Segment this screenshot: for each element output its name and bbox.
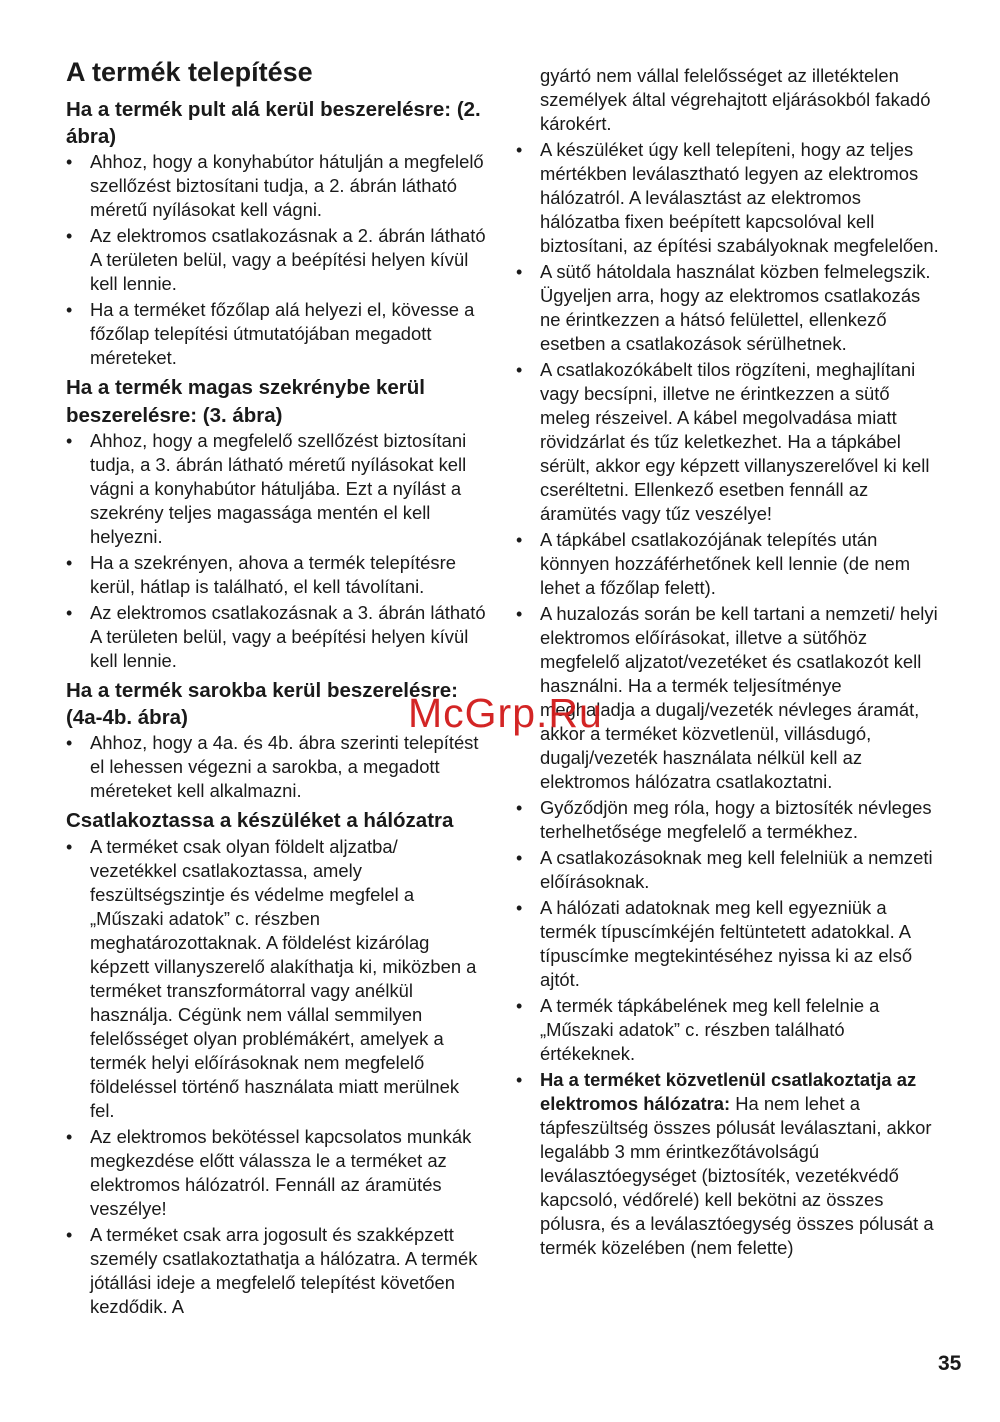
list-item: • Ahhoz, hogy a konyhabútor hátulján a megfelelő szellőzést biztosítani tudja, a 2. ábrán látható méretű nyílásokat kell vágni. xyxy=(66,150,486,222)
direct-connection-bold: Ha a terméket közvetlenül csatlakoztatja az elektromos hálózatra: xyxy=(540,1069,917,1114)
page-number: 35 xyxy=(938,1352,962,1375)
list-item: • A tápkábel csatlakozójának telepítés után könnyen hozzáférhetőnek kell lennie (de nem lehet a főzőlap felett). xyxy=(516,528,940,600)
list-item: • A terméket csak olyan földelt aljzatba/ vezetékkel csatlakoztassa, amely feszültségszintje és védelme megfelel a „Műszaki adatok” c. részben meghatározottaknak. A földelést kizárólag képzett villanyszerelő alakíthatja ki, miközben a terméket transzformátorral vagy anélkül használja. Cégünk nem vállal semmilyen felelősséget olyan problémákért, amelyek a termék helyi előírásoknak nem megfelelő földeléssel történő használata miatt merülnek fel. xyxy=(66,835,486,1123)
list-item: • A csatlakozásoknak meg kell felelniük a nemzeti előírásoknak. xyxy=(516,846,940,894)
list-item: • A hálózati adatoknak meg kell egyezniük a termék típuscímkéjén feltüntetett adatokkal. A típuscímke megtekintéséhez nyissa ki az első ajtót. xyxy=(516,896,940,992)
list-connect-continued xyxy=(516,64,940,1260)
list-item-direct-connection xyxy=(516,1068,940,1260)
watermark: McGrp.Ru xyxy=(408,690,603,736)
list-connect xyxy=(66,835,486,1319)
section-heading-under-counter: Ha a termék pult alá kerül beszerelésre: (2. ábra) xyxy=(66,97,481,148)
list-corner xyxy=(66,731,486,803)
page-title: A termék telepítése xyxy=(66,57,313,87)
list-item: • Az elektromos csatlakozásnak a 3. ábrán látható A területen belül, vagy a beépítési helyen kívül kell lennie. xyxy=(66,601,486,673)
list-item-continuation: gyártó nem vállal felelősséget az illetéktelen személyek által végrehajtott eljárásokból fakadó károkért. xyxy=(540,65,931,134)
left-column xyxy=(66,56,486,1321)
list-item: • Ahhoz, hogy a megfelelő szellőzést biztosítani tudja, a 3. ábrán látható méretű nyílásokat kell vágni a konyhabútor hátuljába. Ezt a nyílást a szekrény teljes magassága mentén el kell helyezni. xyxy=(66,429,486,549)
section-heading-connect: Csatlakoztassa a készüléket a hálózatra xyxy=(66,809,454,833)
list-under-counter xyxy=(66,150,486,370)
right-column xyxy=(516,64,940,1262)
list-item: • Az elektromos bekötéssel kapcsolatos munkák megkezdése előtt válassza le a terméket az elektromos hálózatról. Fennáll az áramütés veszélye! xyxy=(66,1125,486,1221)
list-item: • Az elektromos csatlakozásnak a 2. ábrán látható A területen belül, vagy a beépítési helyen kívül kell lennie. xyxy=(66,224,486,296)
section-heading-corner: Ha a termék sarokba kerül beszerelésre: (4a-4b. ábra) xyxy=(66,678,459,729)
section-heading-tall-cabinet: Ha a termék magas szekrénybe kerül beszerelésre: (3. ábra) xyxy=(66,376,425,427)
list-item: • A termék tápkábelének meg kell felelnie a „Műszaki adatok” c. részben található értékeknek. xyxy=(516,994,940,1066)
list-tall-cabinet xyxy=(66,429,486,673)
list-item: • A sütő hátoldala használat közben felmelegszik. Ügyeljen arra, hogy az elektromos csatlakozás ne érintkezzen a hátsó felülettel, ellenkező esetben a csatlakozások sérülhetnek. xyxy=(516,260,940,356)
list-item: • Ha a terméket főzőlap alá helyezi el, kövesse a főzőlap telepítési útmutatójában megadott méreteket. xyxy=(66,298,486,370)
list-item: • Ha a szekrényen, ahova a termék telepítésre kerül, hátlap is található, el kell távolítani. xyxy=(66,551,486,599)
list-item: • Győződjön meg róla, hogy a biztosíték névleges terhelhetősége megfelelő a termékhez. xyxy=(516,796,940,844)
list-item: • Ahhoz, hogy a 4a. és 4b. ábra szerinti telepítést el lehessen végezni a sarokba, a megadott méreteket kell alkalmazni. xyxy=(66,731,486,803)
direct-connection-text: Ha nem lehet a tápfeszültség összes pólusát leválasztani, akkor legalább 3 mm érintkezőtávolságú leválasztóegységet (biztosíték, vezetékvédő kapcsoló, védőrelé) kell bekötni az összes pólusra, és a leválasztóegység összes pólusát a termék közelében (nem felette) xyxy=(540,1093,934,1258)
list-item: • A készüléket úgy kell telepíteni, hogy az teljes mértékben leválasztható legyen az elektromos hálózatról. A leválasztást az elektromos hálózatba fixen beépített kapcsolóval kell biztosítani, az építési szabályoknak megfelelően. xyxy=(516,138,940,258)
list-item: • A csatlakozókábelt tilos rögzíteni, meghajlítani vagy becsípni, illetve ne érintkezzen a sütő meleg részeivel. A kábel megolvadása miatt rövidzárlat és tűz keletkezhet. Ha a tápkábel sérült, akkor egy képzett villanyszerelővel ki kell cseréltetni. Ellenkező esetben fennáll az áramütés vagy tűz veszélye! xyxy=(516,358,940,526)
list-item: • A terméket csak arra jogosult és szakképzett személy csatlakoztathatja a hálózatra. A termék jótállási ideje a megfelelő telepítést követően kezdődik. A xyxy=(66,1223,486,1319)
list-item: • A huzalozás során be kell tartani a nemzeti/ helyi elektromos előírásokat, illetve a sütőhöz megfelelő aljzatot/vezetéket és csatlakozót kell használni. Ha a termék teljesítménye meghaladja a dugalj/vezeték névleges áramát, akkor a terméket közvetlenül, villásdugó, dugalj/vezeték használata nélkül kell az elektromos hálózatra csatlakoztatni. xyxy=(516,602,940,794)
